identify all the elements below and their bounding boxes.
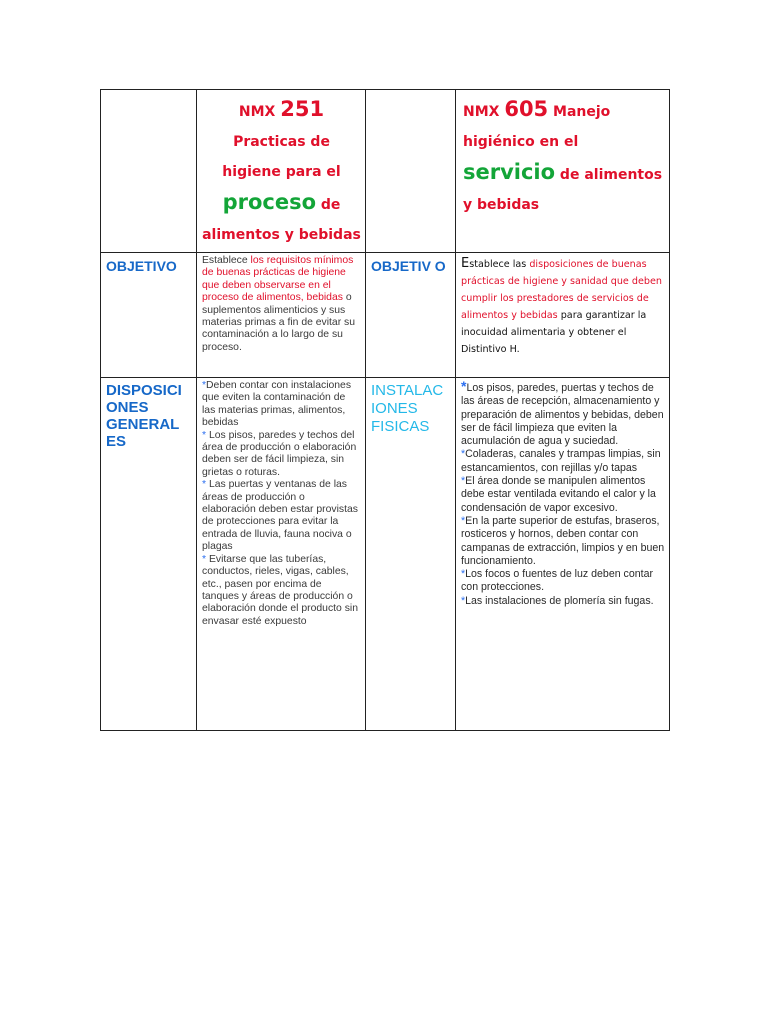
disposiciones-row bbox=[101, 378, 670, 731]
list-item: *Las instalaciones de plomería sin fugas. bbox=[461, 594, 654, 607]
instalaciones-list bbox=[461, 380, 665, 608]
nmx-605-title: NMX 605 Manejo higiénico en el servicio de alimentos y bebidas bbox=[463, 97, 663, 213]
objetivo-row bbox=[101, 253, 670, 378]
header-empty-cell-3 bbox=[366, 90, 456, 253]
nmx-251-title: NMX 251 Practicas de higiene para el proceso de alimentos y bebidas bbox=[202, 97, 361, 243]
nmx-251-title-cell bbox=[197, 90, 366, 253]
objetivo-text-right: Establece las disposiciones de buenas prácticas de higiene y sanidad que deben cumplir los prestadores de servicios de alimentos y bebidas para garantizar la inocuidad alimentaria y obtener el Distintivo H. bbox=[461, 256, 662, 355]
objetivo-text-cell-left bbox=[197, 253, 366, 378]
nmx-605-title-cell bbox=[456, 90, 670, 253]
objetivo-label-cell-left bbox=[101, 253, 197, 378]
list-item: * Las puertas y ventanas de las áreas de producción o elaboración deben estar provistas de protecciones para evitar la entrada de lluvia, fauna nociva o plagas bbox=[202, 479, 358, 553]
header-empty-cell-1 bbox=[101, 90, 197, 253]
objetivo-text-cell-right bbox=[456, 253, 670, 378]
list-item: * Evitarse que las tuberías, conductos, rieles, vigas, cables, etc., pasen por encima de tanques y áreas de producción o elaboración donde el producto sin envasar esté expuesto bbox=[202, 553, 358, 627]
list-item: *Los pisos, paredes, puertas y techos de las áreas de recepción, almacenamiento y preparación de alimentos y bebidas, deben ser de fácil limpieza que eviten la acumulación de agua y suciedad. bbox=[461, 378, 664, 448]
objetivo-label-cell-right bbox=[366, 253, 456, 378]
list-item: *Los focos o fuentes de luz deben contar con protecciones. bbox=[461, 568, 653, 594]
list-item: *El área donde se manipulen alimentos debe estar ventilada evitando el calor y la condensación de vapor excesivo. bbox=[461, 475, 656, 514]
instalaciones-fisicas-label: INSTALAC IONES FISICAS bbox=[371, 382, 444, 435]
list-item: *Coladeras, canales y trampas limpias, sin estancamientos, con rejillas y/o tapas bbox=[461, 448, 661, 474]
list-item: *En la parte superior de estufas, braseros, rosticeros y hornos, deben contar con campanas de extracción, limpios y en buen funcionamiento. bbox=[461, 514, 665, 567]
disposiciones-list-cell bbox=[197, 378, 366, 731]
objetivo-label-left: OBJETIVO bbox=[106, 258, 177, 274]
instalaciones-list-cell bbox=[456, 378, 670, 731]
header-row bbox=[101, 90, 670, 253]
instalaciones-label-cell bbox=[366, 378, 456, 731]
objetivo-text-left: Establece los requisitos mínimos de buenas prácticas de higiene que deben observarse en el proceso de alimentos, bebidas o suplementos alimenticios y sus materias primas a fin de evitar su contaminación a lo largo de su proceso. bbox=[202, 255, 356, 353]
comparison-table bbox=[100, 89, 670, 731]
disposiciones-list bbox=[202, 380, 361, 628]
list-item: *Deben contar con instalaciones que eviten la contaminación de las materias primas, alimentos, bebidas bbox=[202, 380, 352, 429]
disposiciones-generales-label: DISPOSICI ONES GENERAL ES bbox=[106, 382, 182, 450]
disposiciones-label-cell bbox=[101, 378, 197, 731]
list-item: * Los pisos, paredes y techos del área de producción o elaboración deben ser de fácil limpieza, sin grietas o roturas. bbox=[202, 429, 357, 478]
objetivo-label-right: OBJETIV O bbox=[371, 258, 446, 274]
